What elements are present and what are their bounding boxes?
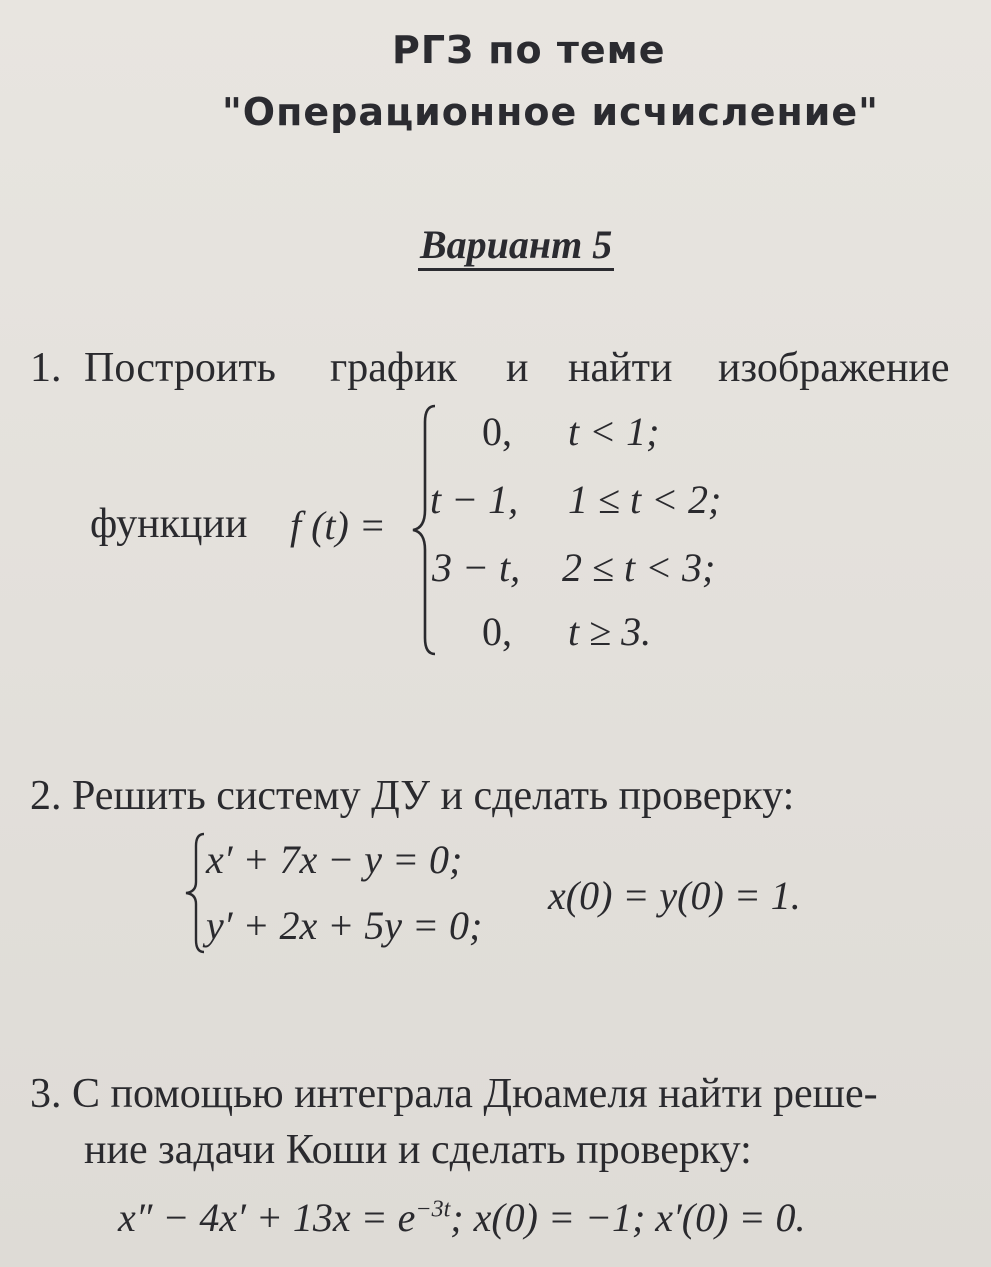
case-2-expr: t − 1,: [430, 477, 519, 522]
title-line-2: "Операционное исчисление": [222, 90, 879, 134]
cauchy-equation-conditions: ; x(0) = −1; x′(0) = 0.: [450, 1195, 806, 1240]
task-1-word-1: Построить: [84, 345, 276, 391]
system-brace: [180, 830, 208, 956]
cauchy-equation: [118, 1194, 805, 1241]
variant-label: Вариант 5: [418, 222, 614, 271]
cauchy-equation-exponent: −3t: [415, 1196, 451, 1223]
case-3-cond: 2 ≤ t < 3;: [562, 545, 716, 590]
task-3-line-2: ние задачи Коши и сделать проверку:: [84, 1127, 752, 1173]
system-equation-2: y′ + 2x + 5y = 0;: [206, 903, 483, 948]
function-lhs: f (t) =: [290, 503, 386, 548]
initial-conditions: x(0) = y(0) = 1.: [548, 873, 801, 918]
task-1-word-5: изображение: [718, 345, 950, 391]
case-1-cond: t < 1;: [568, 409, 660, 454]
piecewise-brace: [405, 400, 441, 660]
function-word: функции: [90, 501, 248, 547]
case-1-expr: 0,: [482, 409, 512, 454]
case-4-cond: t ≥ 3.: [568, 609, 652, 654]
case-4-expr: 0,: [482, 609, 512, 654]
task-2-text: 2. Решить систему ДУ и сделать проверку:: [30, 773, 795, 819]
title-line-1: РГЗ по теме: [392, 28, 666, 72]
system-equation-1: x′ + 7x − y = 0;: [206, 837, 463, 882]
case-3-expr: 3 − t,: [432, 545, 521, 590]
task-1-number: 1.: [30, 345, 62, 391]
task-1-word-2: график: [330, 345, 457, 391]
cauchy-equation-lhs: x″ − 4x′ + 13x = e: [118, 1195, 416, 1240]
task-1-word-3: и: [506, 345, 529, 391]
task-1-word-4: найти: [568, 345, 673, 391]
task-3-line-1: 3. С помощью интеграла Дюамеля найти реше-: [30, 1071, 878, 1117]
case-2-cond: 1 ≤ t < 2;: [568, 477, 722, 522]
